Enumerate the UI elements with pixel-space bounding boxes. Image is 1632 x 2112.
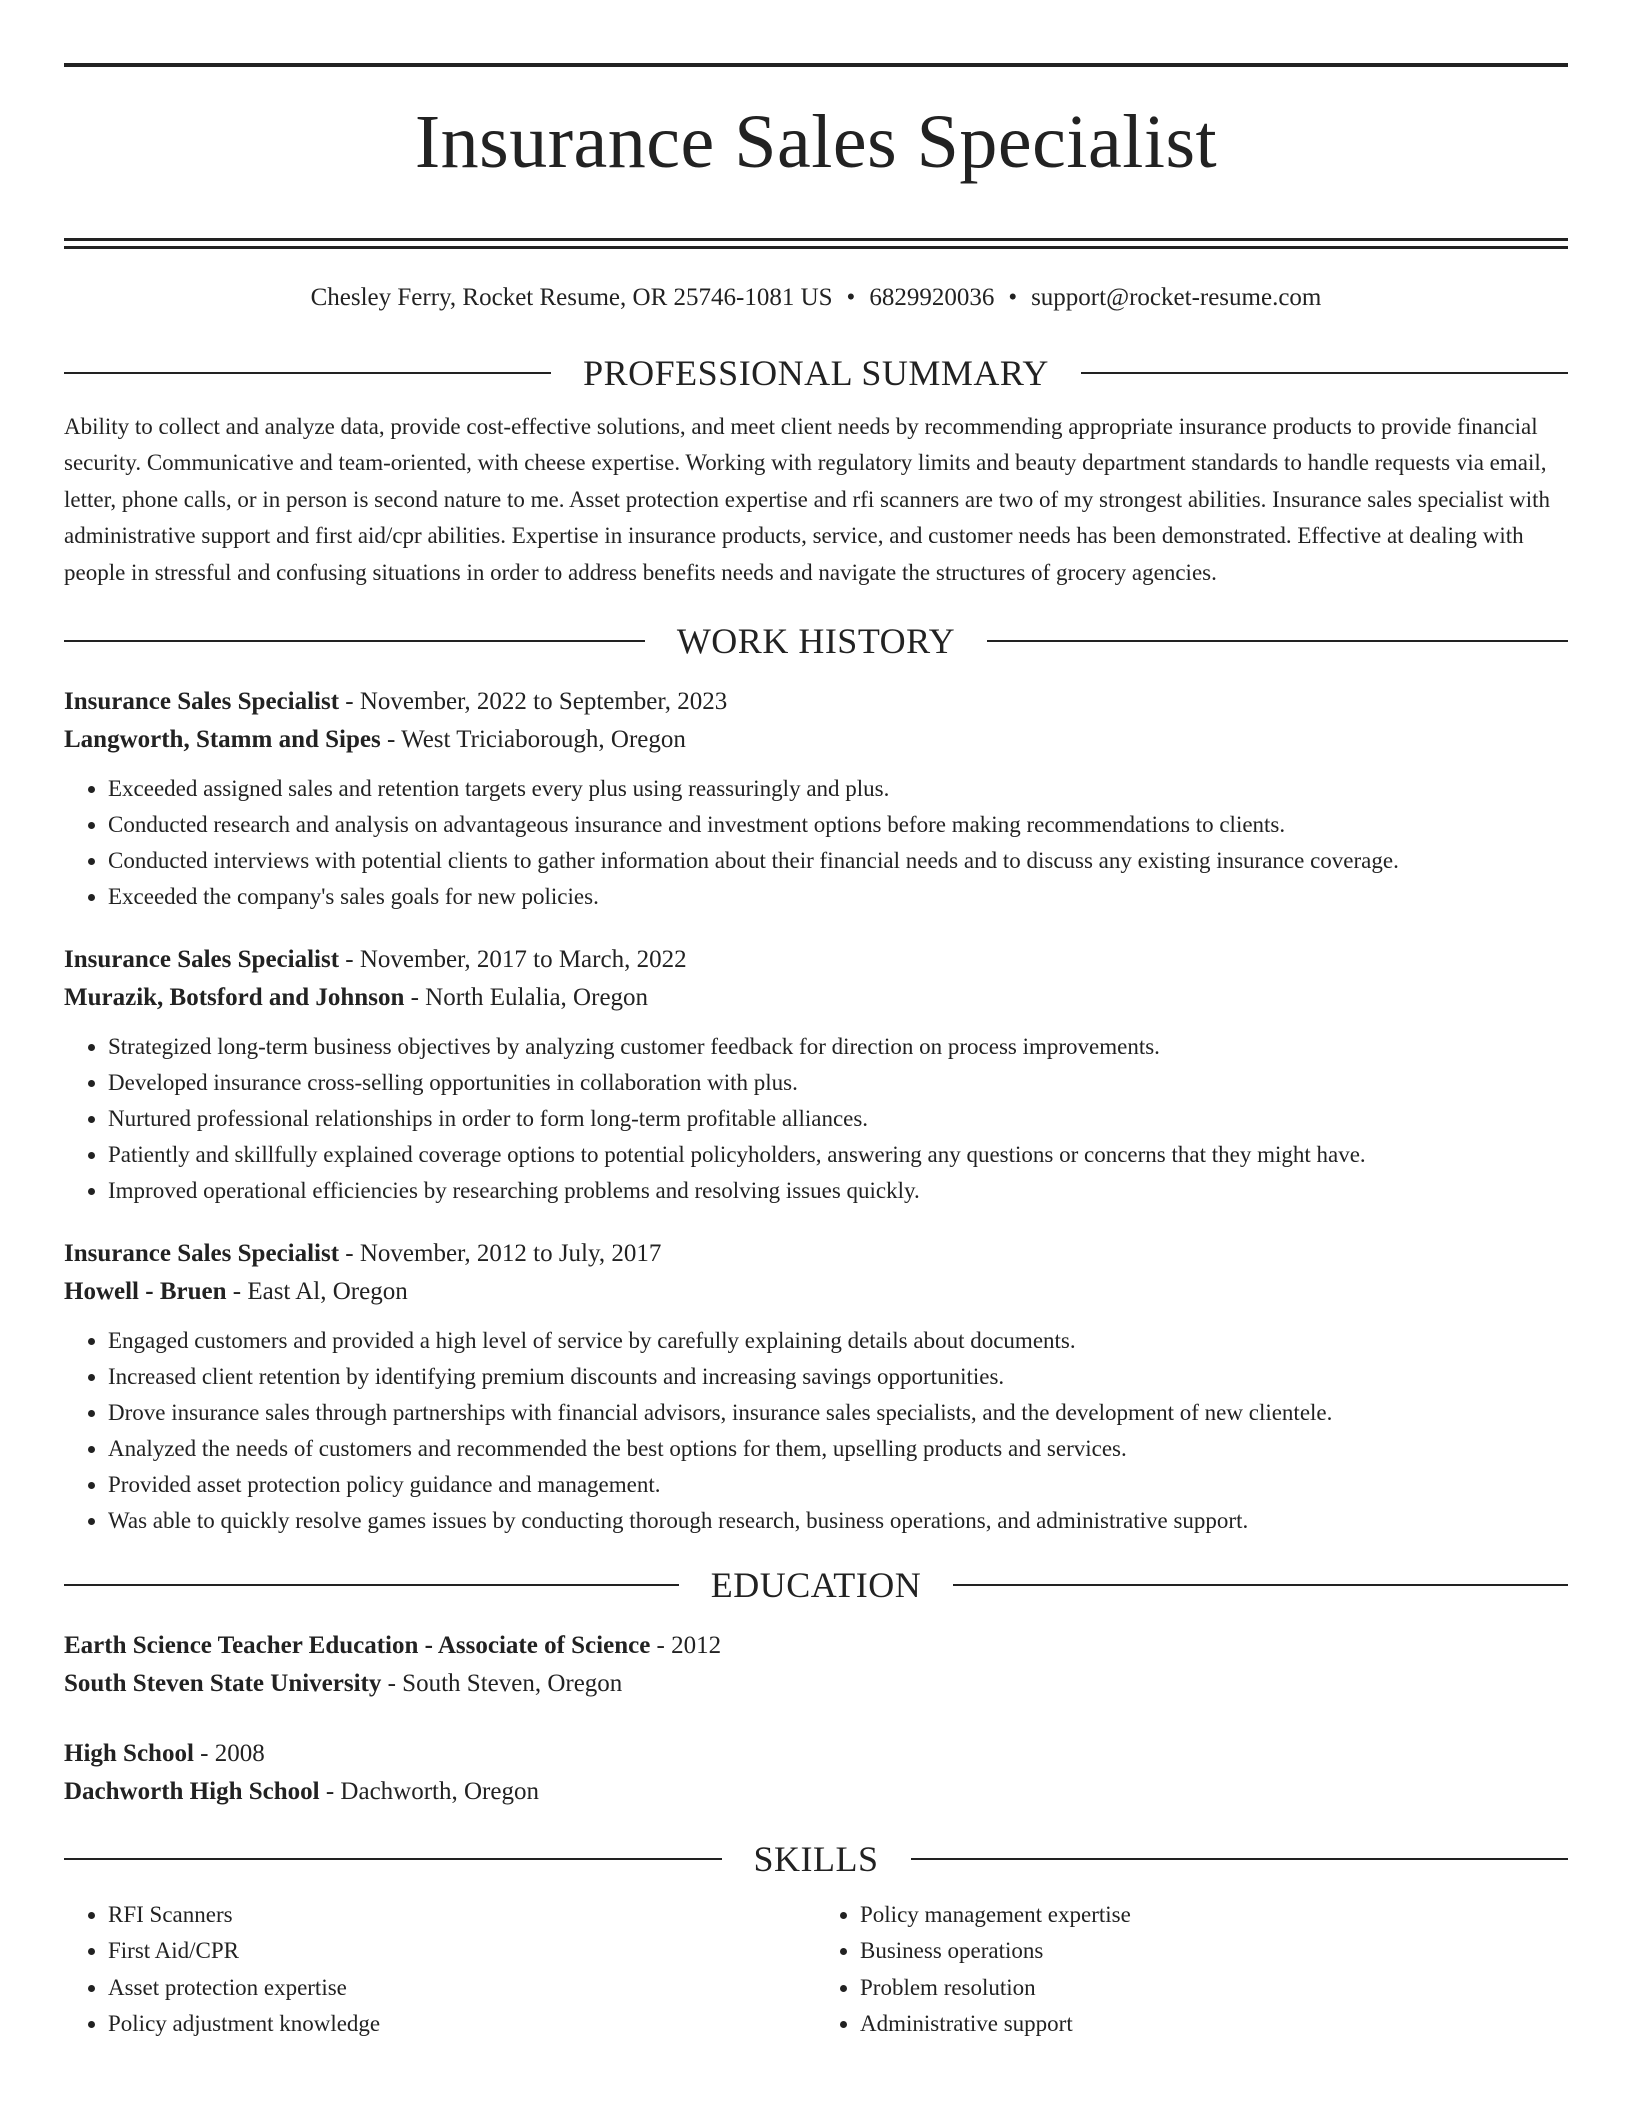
contact-email: support@rocket-resume.com [1031,283,1322,311]
job-entry [64,1235,1568,1539]
education-school: South Steven State University [64,1669,382,1697]
job-bullet: • Provided asset protection policy guidance and management. [108,1467,1568,1503]
job-company: Howell - Bruen [64,1277,227,1305]
job-company-line [64,1273,1568,1311]
skill-item: • Policy adjustment knowledge [108,2006,816,2043]
skill-item: • RFI Scanners [108,1897,816,1934]
job-company: Langworth, Stamm and Sipes [64,725,381,753]
education-school-line [64,1773,1568,1811]
job-entry [64,683,1568,915]
contact-line [64,281,1568,315]
job-bullet: • Improved operational efficiencies by researching problems and resolving issues quickly. [108,1173,1568,1209]
education-degree-line [64,1627,1568,1665]
job-bullet: • Analyzed the needs of customers and recommended the best options for them, upselling products and services. [108,1431,1568,1467]
heading-rule [953,1584,1568,1586]
section-heading-summary [64,351,1568,395]
skill-item: • First Aid/CPR [108,1933,816,1970]
section-heading-work-history [64,619,1568,663]
heading-rule [1081,372,1568,374]
job-location: - West Triciaborough, Oregon [380,725,686,753]
education-year: - 2012 [650,1631,722,1659]
education-school: Dachworth High School [64,1777,320,1805]
heading-rule [64,372,551,374]
section-heading-label: SKILLS [753,1838,879,1879]
top-rule [64,63,1568,67]
resume-page [64,0,1568,2043]
section-heading-label: WORK HISTORY [676,620,956,661]
heading-rule [987,640,1568,642]
job-title: Insurance Sales Specialist [64,945,340,973]
heading-rule [64,640,645,642]
title-double-rule [64,238,1568,249]
job-entry [64,941,1568,1209]
education-degree-line [64,1735,1568,1773]
skill-item: • Problem resolution [860,1970,1568,2007]
job-bullet: • Conducted interviews with potential clients to gather information about their financial needs and to discuss any existing insurance coverage. [108,843,1568,879]
skill-item: • Business operations [860,1933,1568,1970]
heading-rule [64,1584,679,1586]
contact-separator: • [1008,283,1018,311]
skill-item: • Asset protection expertise [108,1970,816,2007]
job-bullet: • Conducted research and analysis on advantageous insurance and investment options before making recommendations to clients. [108,807,1568,843]
job-title: Insurance Sales Specialist [64,687,340,715]
skills-list-right [816,1897,1568,2043]
job-dates: - November, 2022 to September, 2023 [339,687,728,715]
summary-text: Ability to collect and analyze data, provide cost-effective solutions, and meet client needs by recommending appropriate insurance products to provide financial security. Communicative and team-oriented, with cheese expertise. Working with regulatory limits and beauty department standards to handle requests via email, letter, phone calls, or in person is second nature to me. Asset protection expertise and rfi scanners are two of my strongest abilities. Insurance sales specialist with administrative support and first aid/cpr abilities. Expertise in insurance products, service, and customer needs has been demonstrated. Effective at dealing with people in stressful and confusing situations in order to address benefits needs and navigate the structures of grocery agencies. [64,413,1550,585]
section-heading-skills [64,1837,1568,1881]
job-location: - East Al, Oregon [226,1277,408,1305]
education-year: - 2008 [193,1739,265,1767]
section-heading-label: EDUCATION [710,1564,922,1605]
job-bullets [64,1323,1568,1539]
section-heading-label: PROFESSIONAL SUMMARY [583,352,1049,393]
education-location: - South Steven, Oregon [381,1669,623,1697]
job-title-line [64,941,1568,979]
education-school-line [64,1665,1568,1703]
job-bullets [64,1029,1568,1209]
job-bullet: • Strategized long-term business objectives by analyzing customer feedback for direction on process improvements. [108,1029,1568,1065]
job-location: - North Eulalia, Oregon [404,983,649,1011]
job-bullets [64,771,1568,915]
skills-list-left [64,1897,816,2043]
job-bullet: • Developed insurance cross-selling opportunities in collaboration with plus. [108,1065,1568,1101]
skill-item: • Policy management expertise [860,1897,1568,1934]
job-company-line [64,979,1568,1017]
job-bullet: • Exceeded assigned sales and retention targets every plus using reassuringly and plus. [108,771,1568,807]
contact-address: Chesley Ferry, Rocket Resume, OR 25746-1081 US [310,283,833,311]
resume-title: Insurance Sales Specialist [414,100,1218,184]
education-degree: Earth Science Teacher Education - Associate of Science [64,1631,651,1659]
education-entry [64,1627,1568,1703]
job-title: Insurance Sales Specialist [64,1239,340,1267]
job-dates: - November, 2012 to July, 2017 [339,1239,662,1267]
job-bullet: • Drove insurance sales through partnerships with financial advisors, insurance sales specialists, and the development of new clientele. [108,1395,1568,1431]
job-company-line [64,721,1568,759]
job-bullet: • Nurtured professional relationships in order to form long-term profitable alliances. [108,1101,1568,1137]
skill-item: • Administrative support [860,2006,1568,2043]
education-degree: High School [64,1739,194,1767]
job-bullet: • Patiently and skillfully explained coverage options to potential policyholders, answering any questions or concerns that they might have. [108,1137,1568,1173]
education-entry [64,1735,1568,1811]
job-dates: - November, 2017 to March, 2022 [339,945,687,973]
section-heading-education [64,1563,1568,1607]
contact-phone: 6829920036 [869,283,995,311]
heading-rule [911,1858,1569,1860]
job-bullet: • Engaged customers and provided a high level of service by carefully explaining details about documents. [108,1323,1568,1359]
skills-columns [64,1897,1568,2043]
education-location: - Dachworth, Oregon [319,1777,539,1805]
job-bullet: • Increased client retention by identifying premium discounts and increasing savings opportunities. [108,1359,1568,1395]
job-title-line [64,683,1568,721]
job-bullet: • Exceeded the company's sales goals for new policies. [108,879,1568,915]
job-company: Murazik, Botsford and Johnson [64,983,405,1011]
contact-separator: • [846,283,856,311]
job-title-line [64,1235,1568,1273]
job-bullet: • Was able to quickly resolve games issues by conducting thorough research, business operations, and administrative support. [108,1503,1568,1539]
heading-rule [64,1858,722,1860]
